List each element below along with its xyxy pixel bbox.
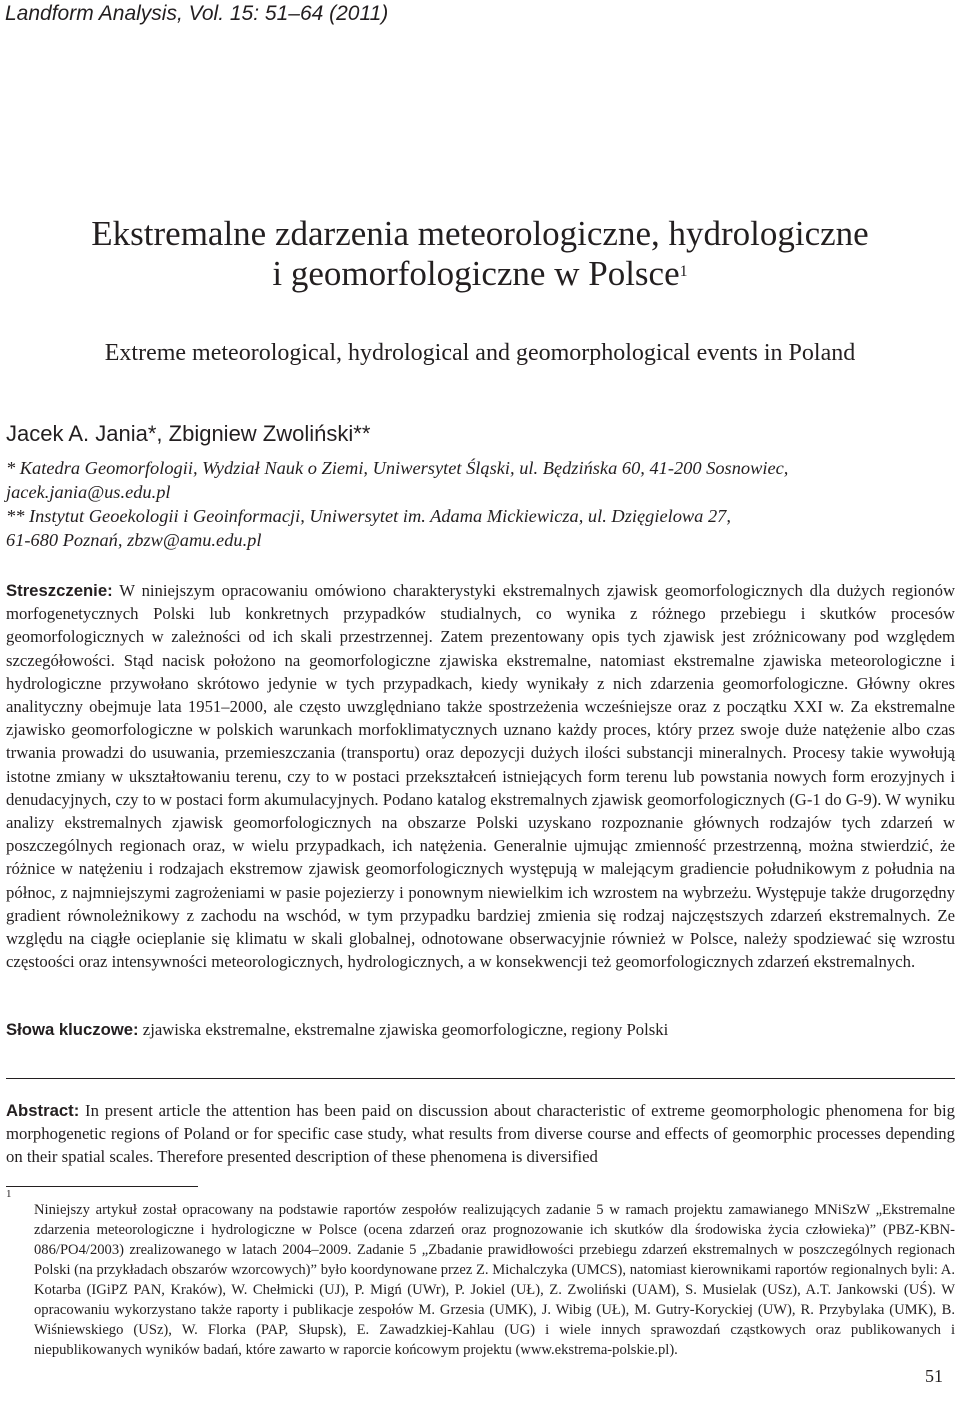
journal-header: Landform Analysis, Vol. 15: 51–64 (2011) xyxy=(5,2,389,25)
abstract-polish-label: Streszczenie: xyxy=(6,581,113,600)
affiliation-line-1: * Katedra Geomorfologii, Wydział Nauk o Ziemi, Uniwersytet Śląski, ul. Będzińska 60, 41-200 Sosnowiec, xyxy=(6,458,789,478)
abstract-polish xyxy=(6,579,955,973)
article-title xyxy=(0,214,960,294)
affiliations xyxy=(6,456,946,552)
affiliation-line-2: ** Instytut Geoekologii i Geoinformacji, Uniwersytet im. Adama Mickiewicza, ul. Dzięgielowa 27, xyxy=(6,506,731,526)
section-divider xyxy=(6,1078,955,1079)
abstract-english xyxy=(6,1099,955,1169)
keywords xyxy=(6,1019,955,1041)
title-line-1: Ekstremalne zdarzenia meteorologiczne, hydrologiczne xyxy=(91,214,869,253)
article-subtitle: Extreme meteorological, hydrological and geomorphological events in Poland xyxy=(104,340,856,366)
footnote-mark: 1 xyxy=(6,1188,12,1200)
abstract-english-label: Abstract: xyxy=(6,1101,80,1120)
footnote-divider xyxy=(6,1186,198,1187)
footnote-text: Niniejszy artykuł został opracowany na podstawie raportów zespołów realizujących zadanie 5 w ramach projektu zamawianego MNiSzW „Ekstremalne zdarzenia meteorologiczne i hydrologiczne w Polsce (ocena zdarzeń oraz prognozowanie ich skutków dla środowiska życia człowieka)” (PBZ-KBN-086/PO4/2003) zrealizowanego w latach 2004–2009. Zadanie 5 „Zbadanie prawidłowości przebiegu zdarzeń ekstremalnych w poszczególnych regionach Polski (na przykładach obszarów wzorcowych)” było koordynowane przez Z. Michalczyka (UMCS), natomiast kierownikami raportów regionalnych byli: A. Kotarba (IGiPZ PAN, Kraków), W. Chełmicki (UJ), P. Migń (UWr), P. Jokiel (UŁ), Z. Zwoliński (UAM), S. Musielak (USz), A.T. Jankowski (UŚ). W opracowaniu wykorzystano także raporty i publikacje zespołów M. Grzesia (UMK), J. Wibig (UŁ), M. Gutry-Koryckiej (UW), R. Przybylaka (UMK), B. Wiśniewskiego (USz), W. Florka (PAP, Słupsk), E. Zawadzkiej-Kahlau (UG) i wiele innych sprawozdań cząstkowych oraz publikowanych i niepublikowanych wyników badań, które zawarto w raporcie końcowym projektu (www.ekstrema-polskie.pl). xyxy=(34,1202,955,1358)
abstract-polish-text: W niniejszym opracowaniu omówiono charakterystyki ekstremalnych zjawisk geomorfologicznych dla dużych regionów morfogenetycznych Polski lub konkretnych przypadków studialnych, co wynika z różnego przebiegu i skutków procesów geomorfologicznych w zależności od ich skali przestrzennej. Zatem prezentowany opis tych zjawisk jest zróżnicowany pod względem szczegółowości. Stąd nacisk położono na geomorfologiczne zjawiska ekstremalne, natomiast ekstremalne zjawiska meteorologiczne i hydrologiczne przywołano skrótowo jedynie w tych przypadkach, kiedy wynikały z nich zdarzenia geomorfologiczne. Główny okres analityczny obejmuje lata 1951–2000, ale często uwzględniano także spostrzeżenia wcześniejsze oraz z początku XXI w. Za ekstremalne zjawisko geomorfologiczne w polskich warunkach morfoklimatycznych uznano każdy proces, który przez swoje duże natężenie albo czas trwania prowadzi do usuwania, przemieszczania (transportu) oraz depozycji dużych ilości substancji mineralnych. Procesy takie wywołują istotne zmiany w ukształtowaniu terenu, czy to w postaci przekształceń istniejących form terenu lub powstania nowych form erozyjnych i denudacyjnych, czy to w postaci form akumulacyjnych. Podano katalog ekstremalnych zjawisk geomorfologicznych (G-1 do G-9). W wyniku analizy ekstremalnych zjawisk geomorfologicznych na obszarze Polski uzyskano rozpoznanie głównych rodzajów tych zdarzeń w poszczególnych regionach oraz, w wielu przypadkach, ich natężenia. Generalnie ujmując zmienność przestrzenną, można stwierdzić, że różnice w natężeniu i rodzajach ekstremow zjawisk geomorfologicznych występują w malejącym gradiencie południkowym z południa na północ, z najmniejszymi zagrożeniami w pasie pojezierzy i ponownym niewielkim ich wzrostem na wybrzeżu. Występuje także drugorzędny gradient równoleżnikowy z zachodu na wschód, w tym przypadku bardziej zmienia się rodzaj najczęstszych zdarzeń ekstremalnych. Ze względu na ciągłe ocieplanie się klimatu w skali globalnej, odnotowane obserwacyjnie również w Polsce, należy spodziewać się wzrostu częstoości oraz intensywności meteorologicznych, hydrologicznych, a w konsekwencji też geomorfologicznych zdarzeń ekstremalnych. xyxy=(6,581,955,972)
page-number: 51 xyxy=(925,1366,943,1386)
abstract-english-text: In present article the attention has been paid on discussion about characteristic of extreme geomorphologic phenomena for big morphogenetic regions of Poland or for specific case study, what results from diverse course and effects of geomorphic processes depending on their spatial scales. Therefore presented description of these phenomena is diversified xyxy=(6,1101,955,1167)
title-line-2-text: i geomorfologiczne w Polsce xyxy=(272,254,680,293)
title-footnote-ref[interactable]: 1 xyxy=(679,263,688,280)
authors: Jacek A. Jania*, Zbigniew Zwoliński** xyxy=(6,421,371,446)
affiliation-email-2[interactable]: 61-680 Poznań, zbzw@amu.edu.pl xyxy=(6,530,262,550)
keywords-text: zjawiska ekstremalne, ekstremalne zjawiska geomorfologiczne, regiony Polski xyxy=(142,1020,669,1039)
affiliation-email-1[interactable]: jacek.jania@us.edu.pl xyxy=(6,482,171,502)
title-line-2 xyxy=(0,254,960,294)
keywords-label: Słowa kluczowe: xyxy=(6,1020,139,1039)
